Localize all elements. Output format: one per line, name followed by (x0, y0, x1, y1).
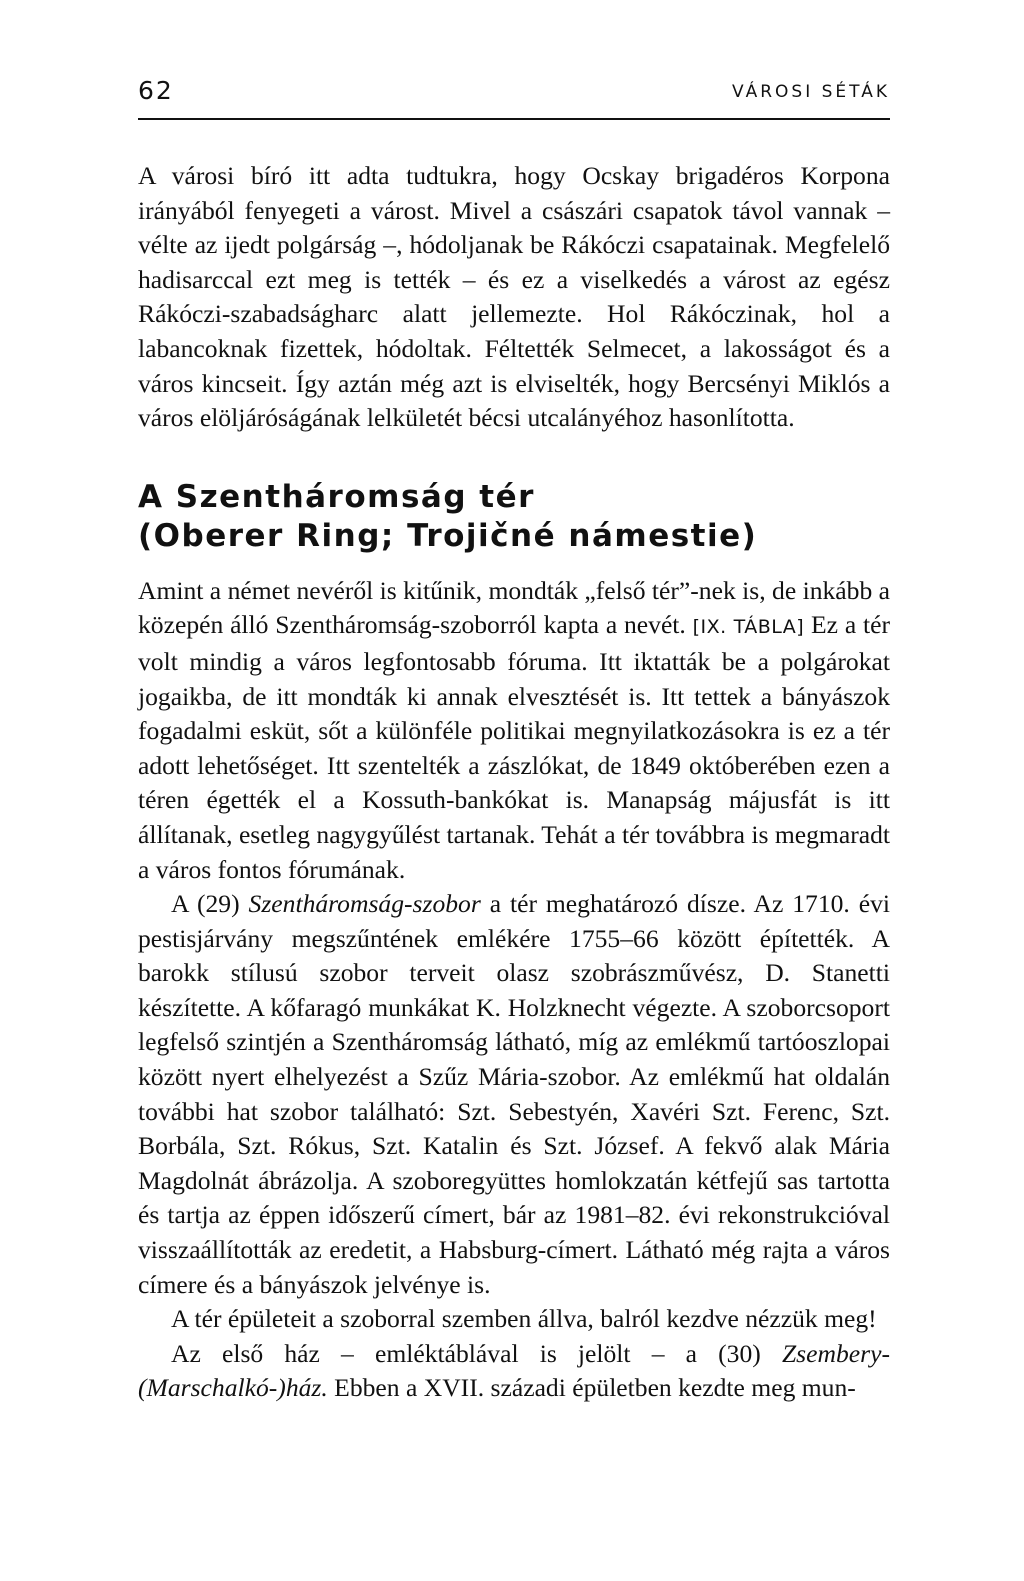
section-heading-line2: (Oberer Ring; Trojičné námestie) (138, 517, 758, 554)
page-number: 62 (138, 76, 174, 105)
paragraph-square-history (138, 574, 890, 887)
paragraph-text: Amint a német nevéről is kitűnik, mondták „felső tér”-nek is, de inkább a közepén álló Szentháromság-szoborról kapta a nevét. (138, 575, 890, 640)
paragraph-text: Az első ház – emléktáblával is jelölt – a (30) (171, 1338, 782, 1368)
paragraph-first-house (138, 1337, 890, 1406)
section-heading-line1: A Szentháromság tér (138, 478, 535, 515)
paragraph-text: A (29) (171, 889, 249, 919)
running-title: VÁROSI SÉTÁK (732, 82, 890, 102)
paragraph-text: Ebben a XVII. századi épületben kezdte meg mun- (327, 1373, 856, 1403)
paragraph-text: Ez a tér volt mindig a város legfontosabb fóruma. Itt iktatták be a polgárokat jogaikba, de itt mondták ki annak elvesztését is. Itt tettek a bányászok fogadalmi esküt, sőt a különféle politikai megnyilatkozásokra is ez a tér adott lehetőséget. Itt szentelték a zászlókat, de 1849 októberében ezen a téren égették el a Kossuth-bankókat is. Manapság májusfát is itt állítanak, esetleg nagygyűlést tartanak. Tehát a tér továbbra is megmaradt a város fontos fórumának. (138, 610, 890, 884)
section-heading (138, 478, 890, 556)
paragraph-buildings-intro: A tér épületeit a szoborral szemben állva, balról kezdve nézzük meg! (171, 1304, 877, 1334)
house-name: Zsembery-(Marschalkó-)ház. (138, 1338, 890, 1403)
paragraph-text: a tér meghatározó dísze. Az 1710. évi pestisjárvány megszűntének emlékére 1755–66 között építették. A barokk stílusú szobor terveit olasz szobrászművész, D. Stanetti készítette. A kőfaragó munkákat K. Holzknecht végezte. A szoborcsoport legfelső szintjén a Szentháromság látható, míg az emlékmű tartóoszlopai között nyert elhelyezést a Szűz Mária-szobor. Az emlékmű hat oldalán további hat szobor található: Szt. Sebestyén, Xavéri Szt. Ferenc, Szt. Borbála, Szt. Rókus, Szt. Katalin és Szt. József. A fekvő alak Mária Magdolnát ábrázolja. A szoboregyüttes homlokzatán kétfejű sas tartotta és tartja az éppen időszerű címert, bár az 1981–82. évi rekonstrukcióval visszaállították az eredetit, a Habsburg-címert. Látható még rajta a város címere és a bányászok jelvénye is. (138, 889, 890, 1299)
intro-paragraph: A városi bíró itt adta tudtukra, hogy Ocskay brigadéros Korpona irányából fenyegeti a várost. Mivel a császári csapatok távol vannak – vélte az ijedt polgárság –, hódoljanak be Rákóczi csapatainak. Megfelelő hadisarccal ezt meg is tették – és ez a viselkedés a várost az egész Rákóczi-szabadságharc alatt jellemezte. Hol Rákóczinak, hol a labancoknak fizettek, hódoltak. Féltették Selmecet, a lakosságot és a város kincseit. Így aztán még azt is elviselték, hogy Bercsényi Miklós a város elöljáróságának lelkületét bécsi utcalányéhoz hasonlította. (138, 161, 890, 433)
statue-name: Szentháromság-szobor (248, 889, 481, 919)
plate-reference: [IX. TÁBLA] (692, 616, 805, 639)
paragraph-trinity-statue (138, 887, 890, 1302)
running-head (138, 72, 890, 120)
book-page (138, 72, 890, 1406)
